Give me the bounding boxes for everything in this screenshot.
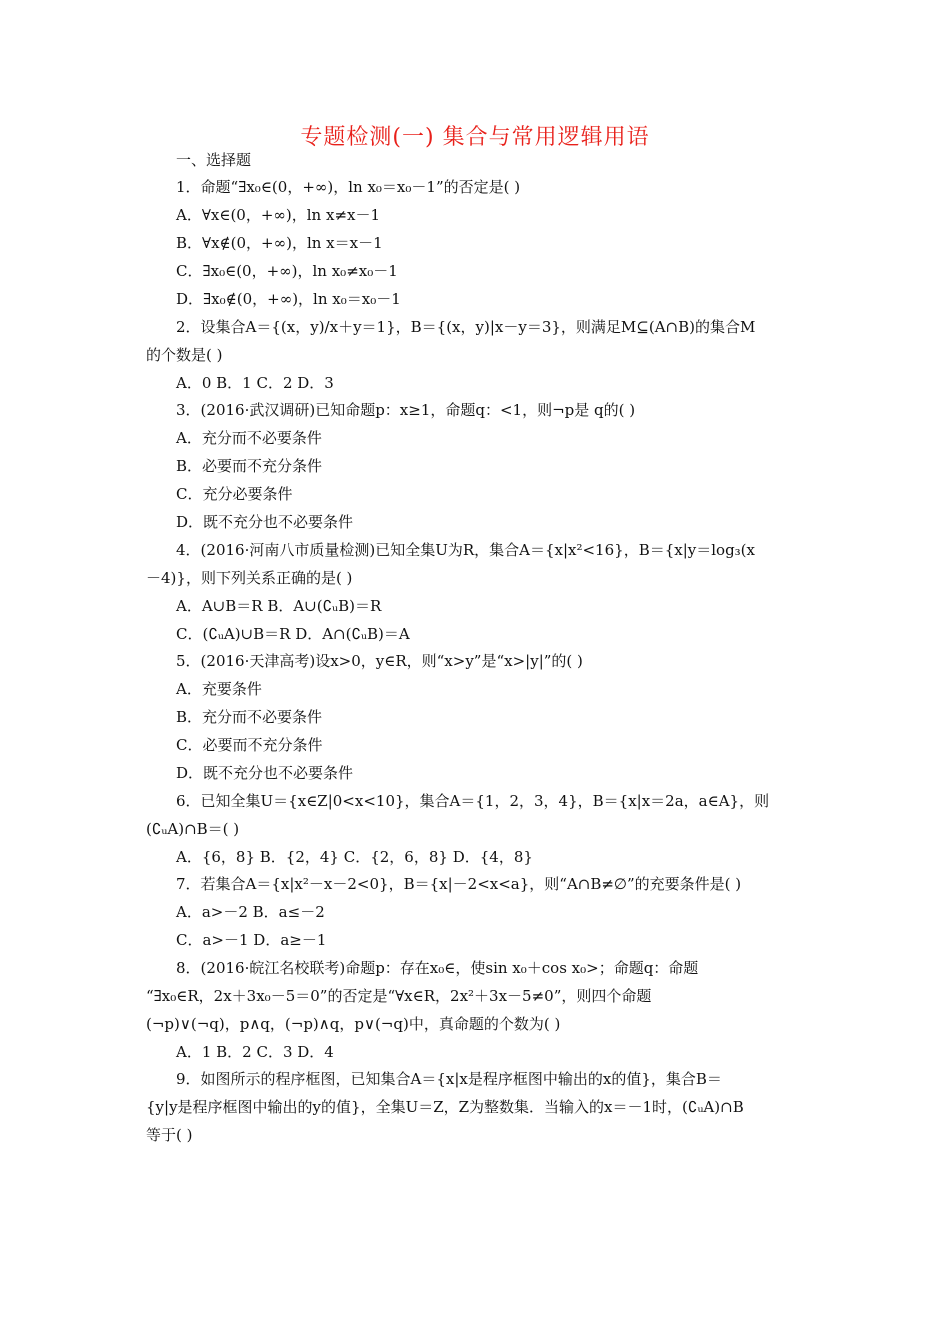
text-line: 3．(2016·武汉调研)已知命题p：x≥1，命题q：<1，则¬p是 q的( ) <box>176 401 636 419</box>
text-line: A．充要条件 <box>176 680 262 698</box>
text-line: (∁ᵤA)∩B＝( ) <box>146 820 240 838</box>
text-line: A．{6，8} B．{2，4} C．{2，6，8} D．{4，8} <box>176 848 533 866</box>
text-line: (¬p)∨(¬q)，p∧q，(¬p)∧q，p∨(¬q)中，真命题的个数为( ) <box>146 1015 561 1033</box>
text-line: C．(∁ᵤA)∪B＝R D．A∩(∁ᵤB)＝A <box>176 625 410 643</box>
text-line: 5．(2016·天津高考)设x>0，y∈R，则“x>y”是“x>|y|”的( ) <box>176 652 583 670</box>
text-line: 8．(2016·皖江名校联考)命题p：存在x₀∈，使sin x₀＋cos x₀>；命题q：命题 <box>176 959 699 977</box>
text-line: C．必要而不充分条件 <box>176 736 323 754</box>
text-line: B．必要而不充分条件 <box>176 457 323 475</box>
text-line: A．a>－2 B．a≤－2 <box>176 903 325 921</box>
text-line: 2．设集合A＝{(x，y)/x＋y＝1}，B＝{(x，y)|x－y＝3}，则满足M⊆(A∩B)的集合M <box>176 318 756 336</box>
text-line: B．充分而不必要条件 <box>176 708 323 726</box>
text-line: C．充分必要条件 <box>176 485 293 503</box>
text-line: 1．命题“∃x₀∈(0，+∞)，ln x₀＝x₀－1”的否定是( ) <box>176 178 521 196</box>
text-line: 6．已知全集U＝{x∈Z|0<x<10}，集合A＝{1，2，3，4}，B＝{x|x＝2a，a∈A}，则 <box>176 792 770 810</box>
text-line: A．充分而不必要条件 <box>176 429 322 447</box>
text-line: A．1 B．2 C．3 D．4 <box>176 1043 334 1061</box>
text-line: A．A∪B＝R B．A∪(∁ᵤB)＝R <box>176 597 382 615</box>
text-line: D．既不充分也不必要条件 <box>176 513 354 531</box>
text-line: D．既不充分也不必要条件 <box>176 764 354 782</box>
text-line: 4．(2016·河南八市质量检测)已知全集U为R，集合A＝{x|x²<16}，B＝{x|y＝log₃(x <box>176 541 755 559</box>
text-line: “∃x₀∈R，2x＋3x₀－5＝0”的否定是“∀x∈R，2x²＋3x－5≠0”，则四个命题 <box>146 987 652 1005</box>
text-line: C．∃x₀∈(0，+∞)，ln x₀≠x₀－1 <box>176 262 398 280</box>
text-line: 等于( ) <box>146 1126 193 1144</box>
text-line: A．∀x∈(0，+∞)，ln x≠x－1 <box>176 206 381 224</box>
text-line: 一、选择题 <box>176 151 252 169</box>
text-line: 7．若集合A＝{x|x²－x－2<0}，B＝{x|－2<x<a}，则“A∩B≠∅”的充要条件是( ) <box>176 875 742 893</box>
text-line: D．∃x₀∉(0，+∞)，ln x₀＝x₀－1 <box>176 290 401 308</box>
text-line: B．∀x∉(0，+∞)，ln x＝x－1 <box>176 234 383 252</box>
text-line: 9．如图所示的程序框图，已知集合A＝{x|x是程序框图中输出的x的值}，集合B＝ <box>176 1070 722 1088</box>
text-line: C．a>－1 D．a≥－1 <box>176 931 327 949</box>
text-line: 的个数是( ) <box>146 346 223 364</box>
document-title: 专题检测(一) 集合与常用逻辑用语 <box>300 125 650 150</box>
text-line: A．0 B．1 C．2 D．3 <box>176 374 334 392</box>
text-line: {y|y是程序框图中输出的y的值}，全集U＝Z，Z为整数集．当输入的x＝－1时，(∁ᵤA)∩B <box>146 1098 744 1116</box>
text-line: －4)}，则下列关系正确的是( ) <box>146 569 353 587</box>
